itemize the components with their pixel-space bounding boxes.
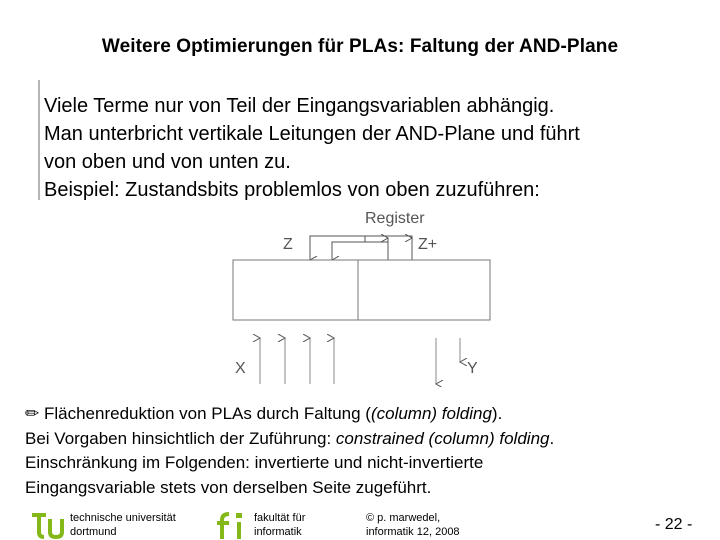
and-plane-box — [233, 260, 490, 320]
body-line-3: von oben und von unten zu. — [44, 151, 291, 173]
footer-tu-line1: technische universität — [70, 512, 176, 524]
z-label: Z — [283, 236, 293, 253]
footer-fi-text — [254, 511, 305, 539]
lower-line-1 — [25, 402, 554, 427]
y-label: Y — [467, 360, 478, 377]
lower-line-2-prefix: Bei Vorgaben hinsichtlich der Zuführung: — [25, 428, 336, 448]
footer-fi-line1: fakultät für — [254, 512, 306, 524]
register-feedback-lines — [310, 236, 412, 260]
left-accent-rule — [38, 80, 40, 200]
footer-tu-line2: dortmund — [70, 526, 117, 538]
footer-copy-line1: © p. marwedel, — [366, 512, 441, 524]
lower-line-1-suffix: ). — [491, 404, 503, 423]
y-output-arrows — [436, 338, 460, 384]
body-line-1: Viele Terme nur von Teil der Eingangsvariablen abhängig. — [44, 95, 555, 117]
lower-line-2 — [25, 427, 554, 452]
slide-title: Weitere Optimierungen für PLAs: Faltung der AND-Plane — [101, 36, 619, 57]
page-number: - 22 - — [655, 516, 693, 533]
pointing-hand-icon: ✏︎ — [25, 404, 40, 423]
lower-line-3: Einschränkung im Folgenden: invertierte und nicht-invertierte — [25, 453, 484, 472]
fi-logo-icon — [215, 508, 247, 540]
lower-line-2-italic: constrained (column) folding — [335, 428, 550, 448]
body-line-4: Beispiel: Zustandsbits problemlos von oben zuzuführen: — [44, 179, 540, 201]
body-text — [44, 92, 580, 204]
footer-tu-text — [70, 511, 176, 539]
x-input-arrows — [260, 338, 334, 384]
footer-copyright — [366, 511, 460, 539]
lower-line-2-suffix: . — [549, 428, 555, 448]
footer-fi-line2: informatik — [254, 526, 302, 538]
lower-line-1-italic: (column) folding — [370, 404, 492, 423]
lower-line-4: Eingangsvariable stets von derselben Seite zugeführt. — [25, 477, 432, 497]
register-label: Register — [365, 210, 425, 227]
zplus-output-arrows — [388, 238, 412, 260]
body-line-2: Man unterbricht vertikale Leitungen der AND-Plane und führt — [44, 123, 580, 145]
tu-logo-icon — [30, 510, 66, 540]
lower-line-1-prefix: Flächenreduktion von PLAs durch Faltung ( — [43, 404, 371, 423]
z-input-arrows — [310, 238, 332, 260]
pla-folding-diagram — [225, 202, 515, 387]
x-label: X — [235, 360, 246, 377]
zplus-label: Z+ — [418, 236, 438, 253]
footer-copy-line2: informatik 12, 2008 — [366, 526, 460, 538]
lower-text — [25, 402, 554, 500]
